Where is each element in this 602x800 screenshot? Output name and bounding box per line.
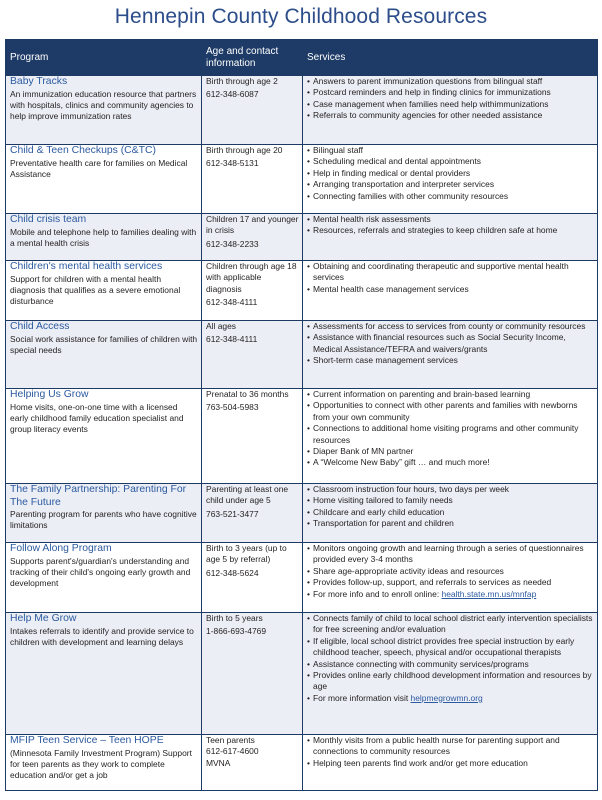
age-range: Prenatal to 36 months [206, 389, 289, 399]
age-range: Teen parents [206, 735, 255, 745]
program-cell [6, 321, 202, 389]
page-title: Hennepin County Childhood Resources [114, 5, 488, 28]
resources-table [5, 39, 598, 791]
phone-number: 612-348-6087 [206, 89, 259, 100]
table-row [6, 484, 598, 543]
program-name: MFIP Teen Service – Teen HOPE [10, 735, 164, 746]
program-cell [6, 484, 202, 543]
service-item [307, 693, 594, 704]
phone-number: 612-348-2233 [206, 238, 259, 249]
phone-number: 763-521-3477 [206, 508, 259, 519]
program-name: Child & Teen Checkups (C&TC) [10, 145, 156, 156]
program-description: Intakes referrals to identify and provide service to children with development and learning delays [10, 625, 194, 647]
services-cell [303, 613, 598, 735]
helpmegrow-link[interactable]: helpmegrowmn.org [410, 692, 483, 703]
service-item: • Case management when families need help withimmunizations [307, 99, 594, 110]
service-item: • Bilingual staff [307, 145, 594, 156]
age-range: All ages [206, 321, 237, 331]
program-description: Support for children with a mental health diagnosis that qualifies as a severe emotional disturbance [10, 273, 181, 307]
program-name: Children's mental health services [10, 261, 163, 272]
service-item: • Share age-appropriate activity ideas and resources [307, 566, 594, 577]
program-cell [6, 543, 202, 613]
program-cell [6, 145, 202, 214]
service-item: • Mental health case management services [307, 284, 594, 295]
services-cell [303, 321, 598, 389]
program-name: Help Me Grow [10, 613, 77, 624]
table-row [6, 321, 598, 389]
program-cell [6, 76, 202, 145]
service-item: • Provides online early childhood development information and resources by age [307, 670, 594, 693]
age-range: Children through age 18 with applicable diagnosis [206, 261, 297, 294]
program-cell [6, 214, 202, 261]
services-cell [303, 543, 598, 613]
service-item: • If eligible, local school district provides free special instruction by early childhood teacher, speech, physical and/or occupational therapists [307, 636, 594, 659]
service-item: • Connects family of child to local school district early intervention specialists for free screening and/or evaluation [307, 613, 594, 636]
service-text: For more info and to enroll online: [313, 588, 442, 599]
service-item: • A “Welcome New Baby” gift … and much more! [307, 457, 594, 468]
phone-number: 612-348-4111 [206, 297, 258, 308]
service-item: • Postcard reminders and help in finding clinics for immunizations [307, 87, 594, 98]
age-range: Birth through age 2 [206, 76, 278, 86]
phone-number: 763-504-5983 [206, 402, 259, 413]
service-item: • Provides follow-up, support, and referrals to services as needed [307, 577, 594, 588]
service-item: • Assessments for access to services from county or community resources [307, 321, 594, 332]
phone-number: 612-348-5131 [206, 158, 259, 169]
service-item: • Help in finding medical or dental providers [307, 168, 594, 179]
service-item: • Mental health risk assessments [307, 214, 594, 225]
age-contact-cell [202, 735, 303, 791]
table-row [6, 76, 598, 145]
program-name: Child crisis team [10, 214, 87, 225]
service-item: • Current information on parenting and brain-based learning [307, 389, 594, 400]
program-name: Baby Tracks [10, 76, 68, 87]
program-cell [6, 735, 202, 791]
program-description: Home visits, one-on-one time with a licensed early childhood family education specialist and group literacy events [10, 401, 184, 435]
service-text: For more information visit [313, 692, 411, 703]
header-age-contact: Age and contact information [202, 40, 303, 76]
services-cell [303, 389, 598, 484]
program-description: Social work assistance for families of children with special needs [10, 333, 198, 355]
table-row [6, 613, 598, 735]
service-item: • Connecting families with other community resources [307, 191, 594, 202]
service-item: • Transportation for parent and children [307, 518, 594, 529]
age-contact-cell [202, 145, 303, 214]
age-contact-cell [202, 389, 303, 484]
service-item: • Classroom instruction four hours, two days per week [307, 484, 594, 495]
services-cell [303, 76, 598, 145]
phone-number: 612-617-4600 [206, 746, 259, 757]
table-row [6, 261, 598, 321]
mnfap-link[interactable]: health.state.mn.us/mnfap [441, 588, 537, 599]
table-row [6, 214, 598, 261]
service-item: • Monthly visits from a public health nurse for parenting support and connections to community resources [307, 735, 594, 758]
service-item: • Obtaining and coordinating therapeutic and supportive mental health services [307, 261, 594, 284]
services-cell [303, 735, 598, 791]
phone-number: 1-866-693-4769 [206, 626, 267, 637]
service-item: • Arranging transportation and interpreter services [307, 179, 594, 190]
age-contact-cell [202, 613, 303, 735]
services-cell [303, 261, 598, 321]
provider-name: MVNA [206, 757, 231, 768]
service-item: • Answers to parent immunization questions from bilingual staff [307, 76, 594, 87]
table-row [6, 145, 598, 214]
service-item: • Short-term case management services [307, 355, 594, 366]
service-item: • Scheduling medical and dental appointments [307, 156, 594, 167]
program-description: An immunization education resource that partners with hospitals, clinics and community agencies to help improve immunization rates [10, 88, 197, 122]
service-item: • Opportunities to connect with other parents and families with newborns from your own community [307, 400, 594, 423]
service-item: • Connections to additional home visiting programs and other community resources [307, 423, 594, 446]
program-name: Helping Us Grow [10, 389, 89, 400]
age-contact-cell [202, 76, 303, 145]
service-item: • Diaper Bank of MN partner [307, 446, 594, 457]
age-range: Birth through age 20 [206, 145, 283, 155]
services-cell [303, 214, 598, 261]
service-item: • Assistance connecting with community services/programs [307, 659, 594, 670]
program-description: Preventative health care for families on Medical Assistance [10, 157, 188, 179]
program-description: Parenting program for parents who have cognitive limitations [10, 509, 197, 531]
age-range: Birth to 5 years [206, 613, 263, 623]
program-description: Supports parent's/guardian's understanding and tracking of their child's ongoing early growth and development [10, 555, 191, 589]
table-row [6, 735, 598, 791]
header-program: Program [6, 40, 202, 76]
age-contact-cell [202, 214, 303, 261]
service-item: • Assistance with financial resources such as Social Security Income, Medical Assistance/TEFRA and waivers/grants [307, 332, 594, 355]
service-item: • Monitors ongoing growth and learning through a series of questionnaires provided every 3-4 months [307, 543, 594, 566]
header-services: Services [303, 40, 598, 76]
program-cell [6, 389, 202, 484]
program-name: The Family Partnership: Parenting For The Future [10, 484, 187, 508]
services-cell [303, 145, 598, 214]
age-contact-cell [202, 261, 303, 321]
service-item: • Childcare and early child education [307, 507, 594, 518]
service-item: • Home visiting tailored to family needs [307, 495, 594, 506]
service-item: • Helping teen parents find work and/or get more education [307, 758, 594, 769]
services-cell [303, 484, 598, 543]
service-item: • Resources, referrals and strategies to keep children safe at home [307, 225, 594, 236]
age-range: Children 17 and younger in crisis [206, 214, 299, 236]
program-name: Follow Along Program [10, 543, 112, 554]
program-cell [6, 613, 202, 735]
age-contact-cell [202, 543, 303, 613]
table-row [6, 389, 598, 484]
age-contact-cell [202, 484, 303, 543]
service-item [307, 589, 594, 600]
table-row [6, 543, 598, 613]
age-range: Birth to 3 years (up to age 5 by referral) [206, 543, 287, 565]
program-description: (Minnesota Family Investment Program) Support for teen parents as they work to complete education and/or get a job [10, 747, 192, 781]
program-name: Child Access [10, 321, 70, 332]
service-item: • Referrals to community agencies for other needed assistance [307, 110, 594, 121]
age-range: Parenting at least one child under age 5 [206, 484, 289, 506]
program-cell [6, 261, 202, 321]
table-header-row [6, 40, 598, 76]
program-description: Mobile and telephone help to families dealing with a mental health crisis [10, 226, 197, 248]
phone-number: 612-348-5624 [206, 567, 259, 578]
phone-number: 612-348-4111 [206, 334, 258, 345]
age-contact-cell [202, 321, 303, 389]
